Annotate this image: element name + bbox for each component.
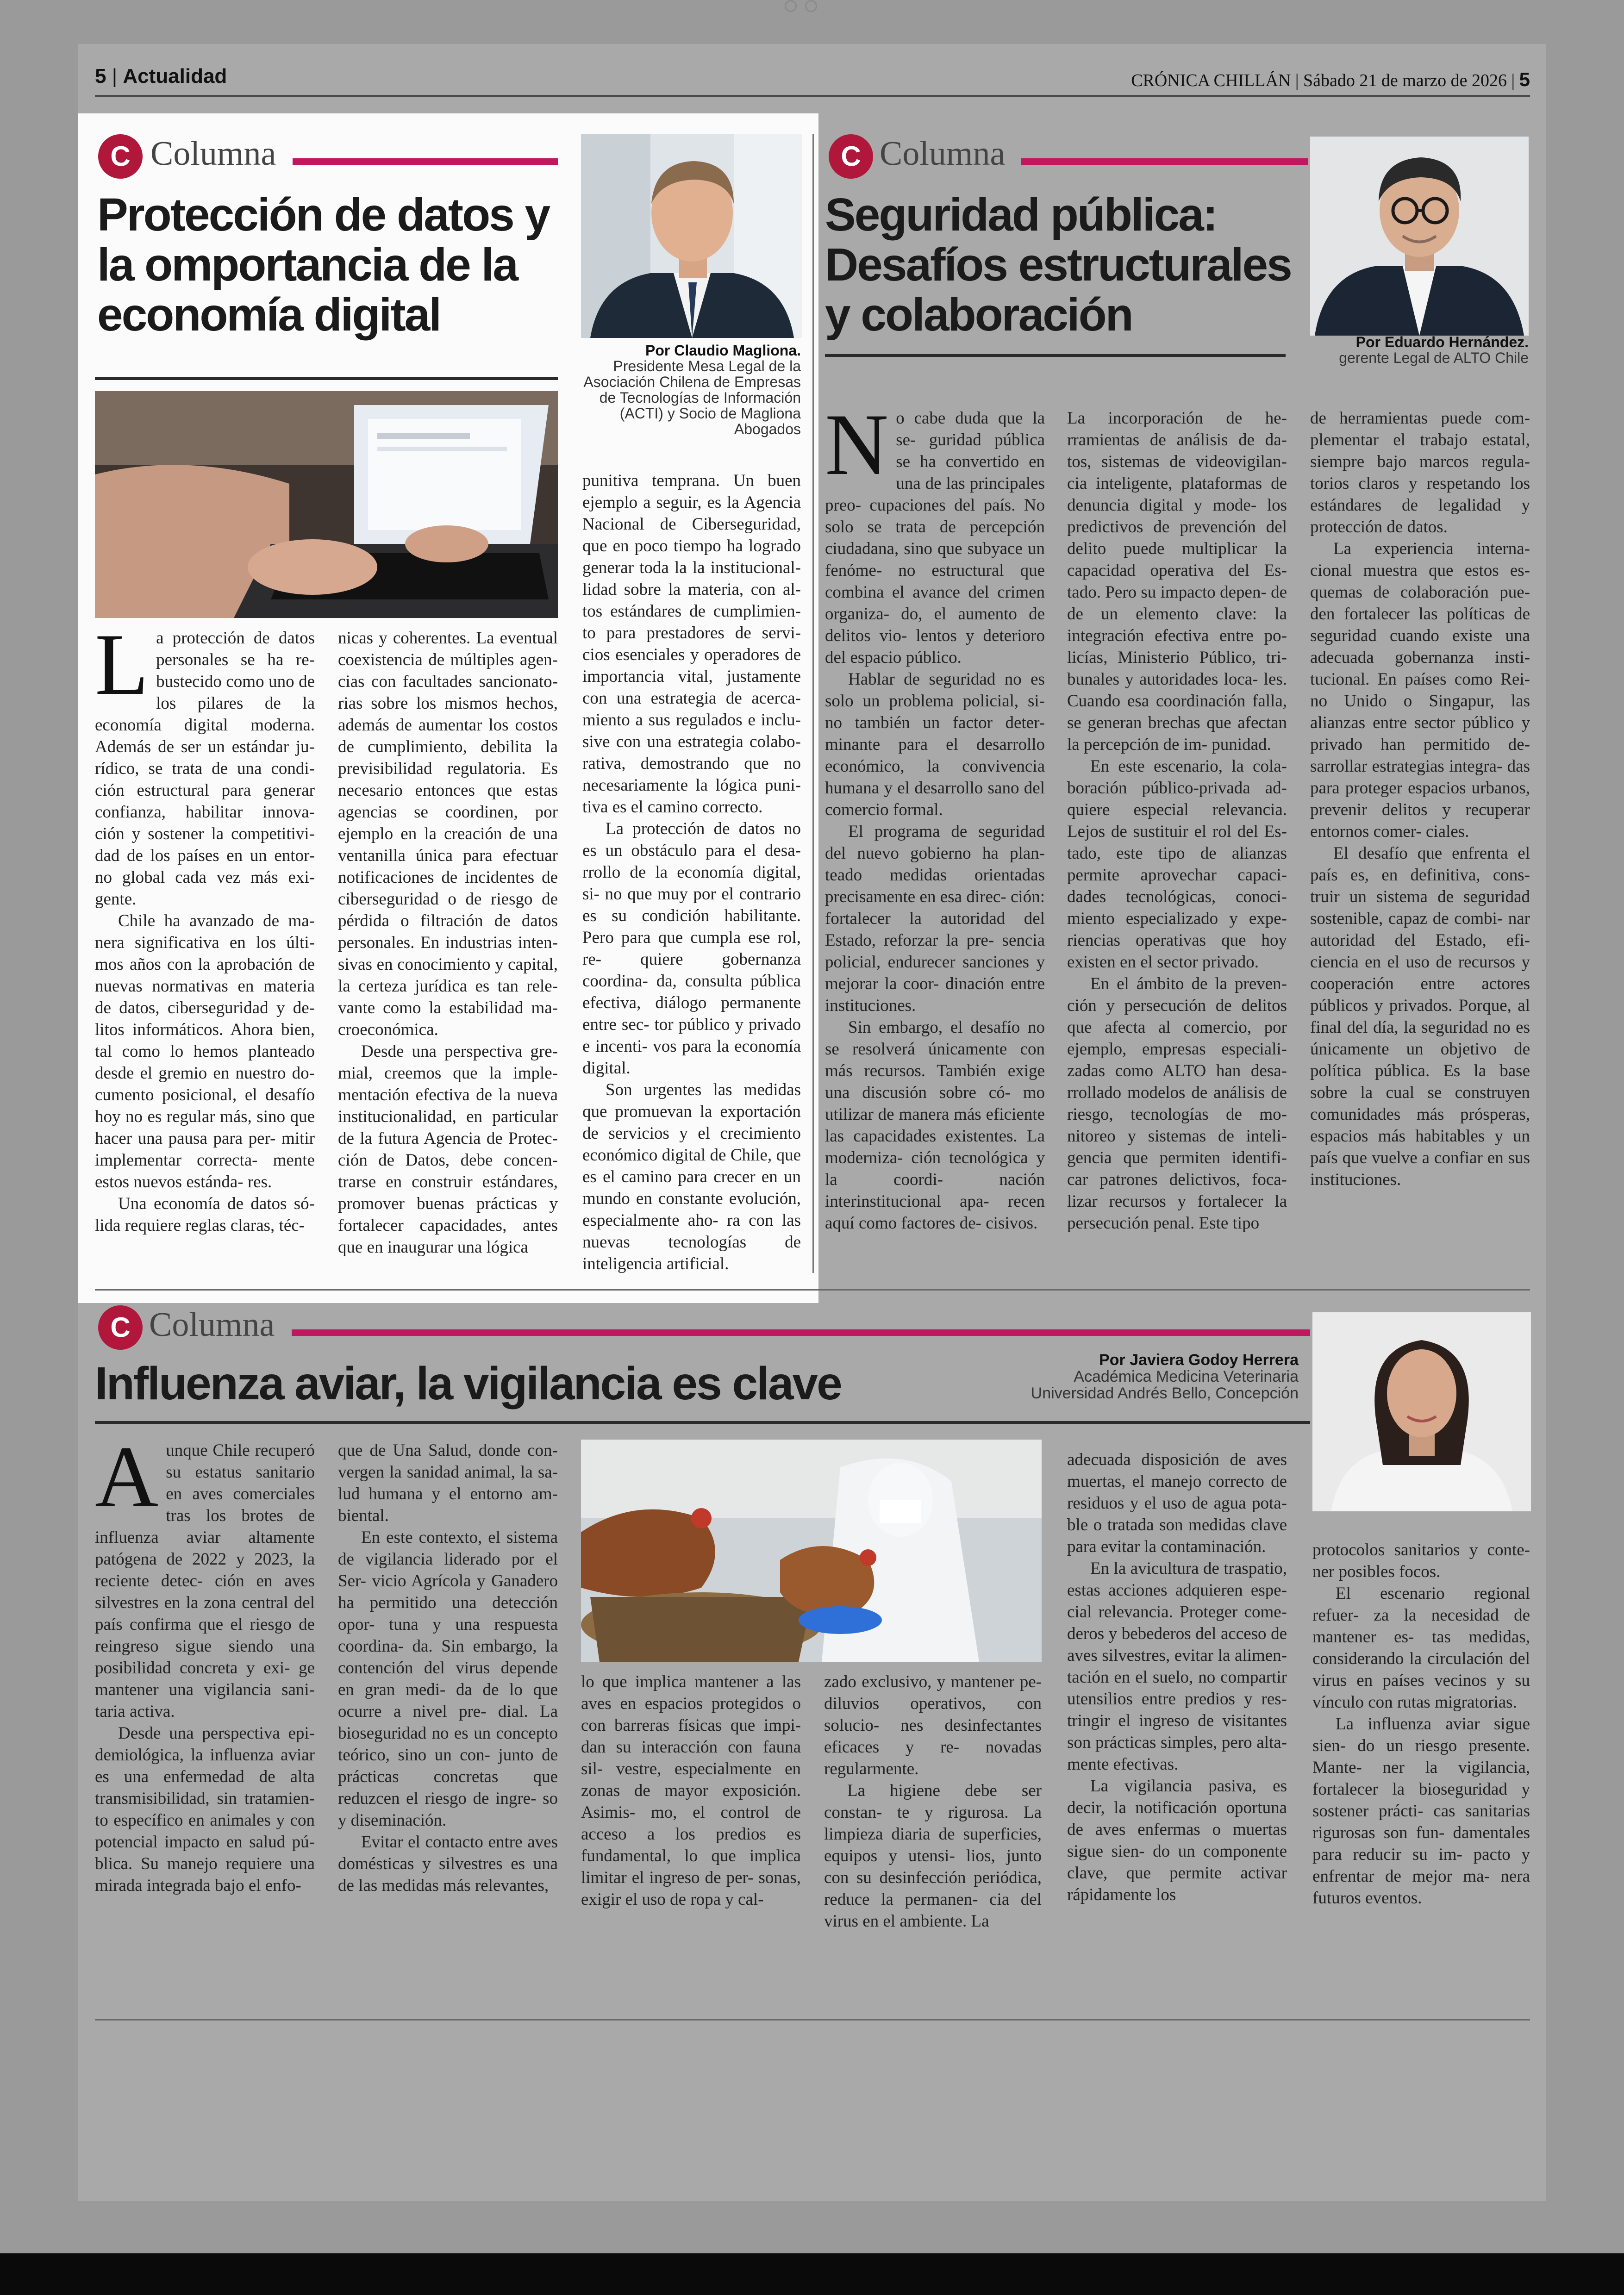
article2-byline <box>1296 334 1529 366</box>
title-rule <box>95 1421 1310 1424</box>
article2-column-2 <box>1067 407 1287 1275</box>
column-label: Columna <box>149 1306 275 1344</box>
article2-column-1 <box>825 407 1045 1275</box>
page-number-right: 5 <box>1519 69 1530 90</box>
section-name: Actualidad <box>123 65 227 87</box>
drop-cap: L <box>95 627 149 713</box>
paragraph: Una economía de datos só- lida requiere reglas claras, téc- <box>95 1194 315 1235</box>
title-rule <box>95 377 558 380</box>
author-name: Por Javiera Godoy Herrera <box>1099 1351 1299 1369</box>
paragraph: a protección de datos personales se ha re- bustecido como uno de los pilares de la economía digital moderna. Además de ser un estándar ju- rídico, se trata de una condi- ción estructural para generar confianza, habilitar innova- ción y sostener la competitivi- dad de los países en un entor- no global cada vez más exi- gente. <box>95 629 315 909</box>
article1-column-1 <box>95 627 315 1275</box>
article3-column-6 <box>1312 1539 1530 2180</box>
author-name: Por Eduardo Hernández. <box>1355 334 1529 350</box>
paragraph: En este escenario, la cola- boración público-privada ad- quiere especial relevancia. Lejos de sustituir el rol del Es- tado, este tipo de alianzas permite aprovechar capaci- dades tecnológicas, conoci- miento especializado y expe- riencias operativas que hoy existen en el sector privado. <box>1067 757 1287 972</box>
paragraph: protocolos sanitarios y conte- ner posibles focos. <box>1312 1540 1530 1581</box>
drop-cap: N <box>825 407 889 493</box>
folio-right: CRÓNICA CHILLÁN | Sábado 21 de marzo de 2026 | 5 <box>1131 69 1530 90</box>
columna-logo: C <box>98 134 143 179</box>
column-label: Columna <box>880 135 1006 173</box>
paragraph: La incorporación de he- rramientas de análisis de da- tos, sistemas de videovigilan- cia inteligente, plataformas de denuncia digital y mode- los predictivos de prevención del delito puede multiplicar la capacidad operativa del Es- tado. Pero su impacto depen- de de un elemento clave: la integración efectiva entre po- licías, Ministerio Público, tri- bunales y autoridades loca- les. Cuando esa coordinación falla, se generan brechas que afectan la percepción de im- punidad. <box>1067 409 1287 754</box>
article3-column-1 <box>95 1440 315 2180</box>
article3-column-2 <box>338 1440 558 2180</box>
author-name: Por Claudio Magliona. <box>645 342 801 359</box>
article1-byline <box>569 343 801 437</box>
paragraph: unque Chile recuperó su estatus sanitario en aves comerciales tras los brotes de influenza aviar altamente patógena de 2022 y 2023, la reciente detec- ción en aves silvestres en la zona central del país confirma que el riesgo de reingreso sigue siendo una posibilidad concreta y exi- ge mantener una vigilancia sani- taria activa. <box>95 1441 315 1721</box>
article2-column-3 <box>1310 407 1530 1275</box>
paragraph: La vigilancia pasiva, es decir, la notificación oportuna de aves enfermas o muertas sigue sien- do un componente clave, que permite activar rápidamente los <box>1067 1777 1287 1904</box>
article3-column-3 <box>581 1671 801 2180</box>
header-rule <box>95 95 1530 97</box>
paragraph: Sin embargo, el desafío no se resolverá únicamente con más recursos. También exige una discusión sobre có- mo utilizar de manera más eficiente las capacidades existentes. La moderniza- ción tecnológica y la coordi- nación interinstitucional apa- recen aquí como factores de- cisivos. <box>825 1018 1045 1233</box>
page-navigation-dots[interactable] <box>785 0 840 13</box>
column-bar <box>293 158 558 165</box>
column-bar <box>292 1329 1310 1336</box>
poultry-worker-photo <box>581 1440 1042 1662</box>
paragraph: nicas y coherentes. La eventual coexistencia de múltiples agen- cias con facultades sancionato- rias sobre los mismos hechos, además de aumentar los costos de cumplimiento, debilita la previsibilidad regulatoria. Es necesario entonces que estas agencias se coordinen, por ejemplo en la creación de una ventanilla única para efectuar notificaciones de incidentes de ciberseguridad o de riesgo de pérdida o filtración de datos personales. En industrias inten- sivas en conocimiento y capital, la certeza jurídica es tan rele- vante como la estabilidad ma- croeconómica. <box>338 629 558 1039</box>
column-separator <box>812 134 814 1273</box>
paragraph: El programa de seguridad del nuevo gobierno ha plan- teado medidas orientadas precisamente en esa direc- ción: fortalecer la autoridad del Estado, reforzar la pre- sencia policial, endurecer sanciones y mejorar la coor- dinación entre instituciones. <box>825 822 1045 1015</box>
paragraph: El escenario regional refuer- za la necesidad de mantener es- tas medidas, considerando la circulación del virus en países vecinos y su vínculo con rutas migratorias. <box>1312 1584 1530 1712</box>
paragraph: adecuada disposición de aves muertas, el manejo correcto de residuos y el uso de agua pota- ble o tratada son medidas clave para evitar la contaminación. <box>1067 1450 1287 1556</box>
paragraph: lo que implica mantener a las aves en espacios protegidos o con barreras físicas que impi- dan su interacción con fauna sil- vestre, especialmente en zonas de mayor exposición. Asimis- mo, el control de acceso a los predios es fundamental, lo que implica limitar el ingreso de per- sonas, exigir el uso de ropa y cal- <box>581 1672 801 1909</box>
columna-logo: C <box>829 134 873 179</box>
article3-column-4 <box>824 1671 1042 2180</box>
section-divider <box>95 1289 1530 1291</box>
article3-column-5 <box>1067 1449 1287 2180</box>
paragraph: zado exclusivo, y mantener pe- diluvios operativos, con solucio- nes desinfectantes eficaces y re- novadas regularmente. <box>824 1672 1042 1778</box>
paragraph: La protección de datos no es un obstáculo para el desa- rrollo de la economía digital, si- no que muy por el contrario es su condición habilitante. Pero para que cumpla ese rol, re- quiere gobernanza coordina- da, consulta pública efectiva, diálogo permanente entre sec- tor público y privado e incenti- vos para la economía digital. <box>582 819 801 1078</box>
drop-cap: A <box>95 1440 159 1526</box>
page-dot[interactable] <box>785 0 797 12</box>
paragraph: La influenza aviar sigue sien- do un riesgo presente. Mante- ner la vigilancia, fortalecer la bioseguridad y sostener prácti- cas sanitarias rigurosas son fun- damentales para reducir su im- pacto y enfrentar de mejor ma- nera futuros eventos. <box>1312 1715 1530 1908</box>
paragraph: Hablar de seguridad no es solo un problema policial, si- no también un factor deter- minante para el desarrollo económico, la convivencia humana y el desarrollo sano del comercio formal. <box>825 670 1045 819</box>
publication-name: CRÓNICA CHILLÁN <box>1131 71 1291 90</box>
author-photo <box>1310 137 1529 336</box>
columna-logo: C <box>98 1305 143 1350</box>
paragraph: Desde una perspectiva epi- demiológica, la influenza aviar es una enfermedad de alta transmisibilidad, sin tratamien- to específico en animales y con potencial impacto en salud pú- blica. Su manejo requiere una mirada integrada bajo el enfo- <box>95 1724 315 1895</box>
footer-divider <box>95 2019 1530 2021</box>
page-number-left: 5 <box>95 65 106 87</box>
paragraph: En este contexto, el sistema de vigilancia liderado por el Ser- vicio Agrícola y Ganadero ha permitido una detección opor- tuna y una respuesta coordina- da. Sin embargo, la contención del virus depende en gran medi- da de lo que ocurre a nivel pre- dial. La bioseguridad no es un concepto teórico, sino un con- junto de prácticas concretas que reduzcen el riesgo de ingre- so y diseminación. <box>338 1528 558 1830</box>
article2-title: Seguridad pública: Desafíos estructurales y colaboración <box>825 189 1291 341</box>
viewer-bottom-bar <box>0 2253 1624 2295</box>
paragraph: Evitar el contacto entre aves domésticas y silvestres es una de las medidas más relevantes, <box>338 1833 558 1895</box>
paragraph: Chile ha avanzado de ma- nera significativa en los últi- mos años con la aprobación de nuevas normativas en materia de datos, ciberseguridad y de- litos informáticos. Ahora bien, tal como lo hemos planteado desde el gremio en nuestro do- cumento posicional, el desafío hoy no es regular más, sino que hacer una pausa para per- mitir implementar correcta- mente estos nuevos estánda- res. <box>95 911 315 1191</box>
author-role: gerente Legal de ALTO Chile <box>1339 349 1529 366</box>
paragraph: punitiva temprana. Un buen ejemplo a seguir, es la Agencia Nacional de Ciberseguridad, que en poco tiempo ha logrado generar toda la la institucional- lidad sobre la materia, con al- tos estándares de cumplimien- to para prestadores de servi- cios esenciales y operadores de importancia vital, justamente con una estrategia de acerca- miento a sus regulados e inclu- sive con una estrategia colabo- rativa, demostrando que no necesariamente la lógica puni- tiva es el camino correcto. <box>582 471 801 817</box>
column-label: Columna <box>150 135 276 173</box>
article1-column-2 <box>338 627 558 1275</box>
title-rule <box>825 354 1286 357</box>
article3-title: Influenza aviar, la vigilancia es clave <box>95 1358 841 1409</box>
column-bar <box>1021 158 1308 165</box>
folio-left: 5 | Actualidad <box>95 65 227 87</box>
author-photo <box>581 134 802 338</box>
article1-title: Protección de datos y la omportancia de la economía digital <box>97 189 550 341</box>
author-photo <box>1312 1312 1531 1511</box>
paragraph: o cabe duda que la se- guridad pública se ha convertido en una de las principales preo- cupaciones del país. No solo se trata de percepción ciudadana, sino que subyace un fenóme- no estructural que combina el avance del crimen organiza- do, el aumento de delitos vio- lentos y deterioro del espacio público. <box>825 409 1045 667</box>
publication-date: Sábado 21 de marzo de 2026 <box>1303 71 1507 90</box>
laptop-photo <box>95 391 558 618</box>
author-role: Académica Medicina Veterinaria Universidad Andrés Bello, Concepción <box>1031 1368 1299 1402</box>
paragraph: En la avicultura de traspatio, estas acciones adquieren espe- cial relevancia. Proteger come- deros y bebederos del acceso de aves silvestres, evitar la alimen- tación en el suelo, no compartir utensilios entre predios y res- tringir el ingreso de visitantes son prácticas simples, pero alta- mente efectivas. <box>1067 1559 1287 1774</box>
paragraph: que de Una Salud, donde con- vergen la sanidad animal, la sa- lud humana y el entorno am- biental. <box>338 1441 558 1525</box>
paragraph: La experiencia interna- cional muestra que estos es- quemas de colaboración pue- den fortalecer las políticas de seguridad cuando existe una adecuada gobernanza insti- tucional. En países como Rei- no Unido o Singapur, las alianzas entre sector público y privado han permitido de- sarrollar estrategias integra- das para proteger espacios urbanos, prevenir delitos y recuperar entornos comer- ciales. <box>1310 539 1530 841</box>
paragraph: Desde una perspectiva gre- mial, creemos que la imple- mentación efectiva de la nueva institucionalidad, en particular de la futura Agencia de Protec- ción de Datos, debe concen- trarse en construir estándares, promover buenas prácticas y fortalecer capacidades, antes que en inaugurar una lógica <box>338 1042 558 1257</box>
paragraph: Son urgentes las medidas que promuevan la exportación de servicios y el crecimiento económico digital de Chile, que es el camino para crecer en un mundo en constante evolución, especialmente aho- ra con las nuevas tecnologías de inteligencia artificial. <box>582 1080 801 1273</box>
paragraph: En el ámbito de la preven- ción y persecución de delitos que afecta al comercio, por ejemplo, empresas especiali- zadas como ALTO han desa- rrollado modelos de análisis de riesgo, tecnologías de mo- nitoreo y sistemas de inteli- gencia que permiten identifi- car patrones delictivos, foca- lizar recursos y fortalecer la persecución penal. Este tipo <box>1067 974 1287 1233</box>
page-dot[interactable] <box>805 0 817 12</box>
author-role: Presidente Mesa Legal de la Asociación Chilena de Empresas de Tecnologías de Información (ACTI) y Socio de Magliona Abogados <box>583 358 801 437</box>
paragraph: La higiene debe ser constan- te y rigurosa. La limpieza diaria de superficies, equipos y utensi- lios, junto con su desinfección periódica, reduce la permanen- cia del virus en el ambiente. La <box>824 1781 1042 1931</box>
paragraph: El desafío que enfrenta el país es, en definitiva, cons- truir un sistema de seguridad sostenible, capaz de combi- nar autoridad del Estado, efi- ciencia en el uso de recursos y cooperación entre actores públicos y privados. Porque, al final del día, la seguridad no es únicamente un objetivo de política pública. Es la base sobre la cual se construyen comunidades más prósperas, espacios más habitables y un país que vuelve a confiar en sus instituciones. <box>1310 844 1530 1189</box>
article3-byline <box>1018 1352 1299 1402</box>
article1-column-3 <box>582 470 801 1275</box>
paragraph: de herramientas puede com- plementar el trabajo estatal, siempre bajo marcos regula- torios claros y respetando los estándares de legalidad y protección de datos. <box>1310 409 1530 536</box>
